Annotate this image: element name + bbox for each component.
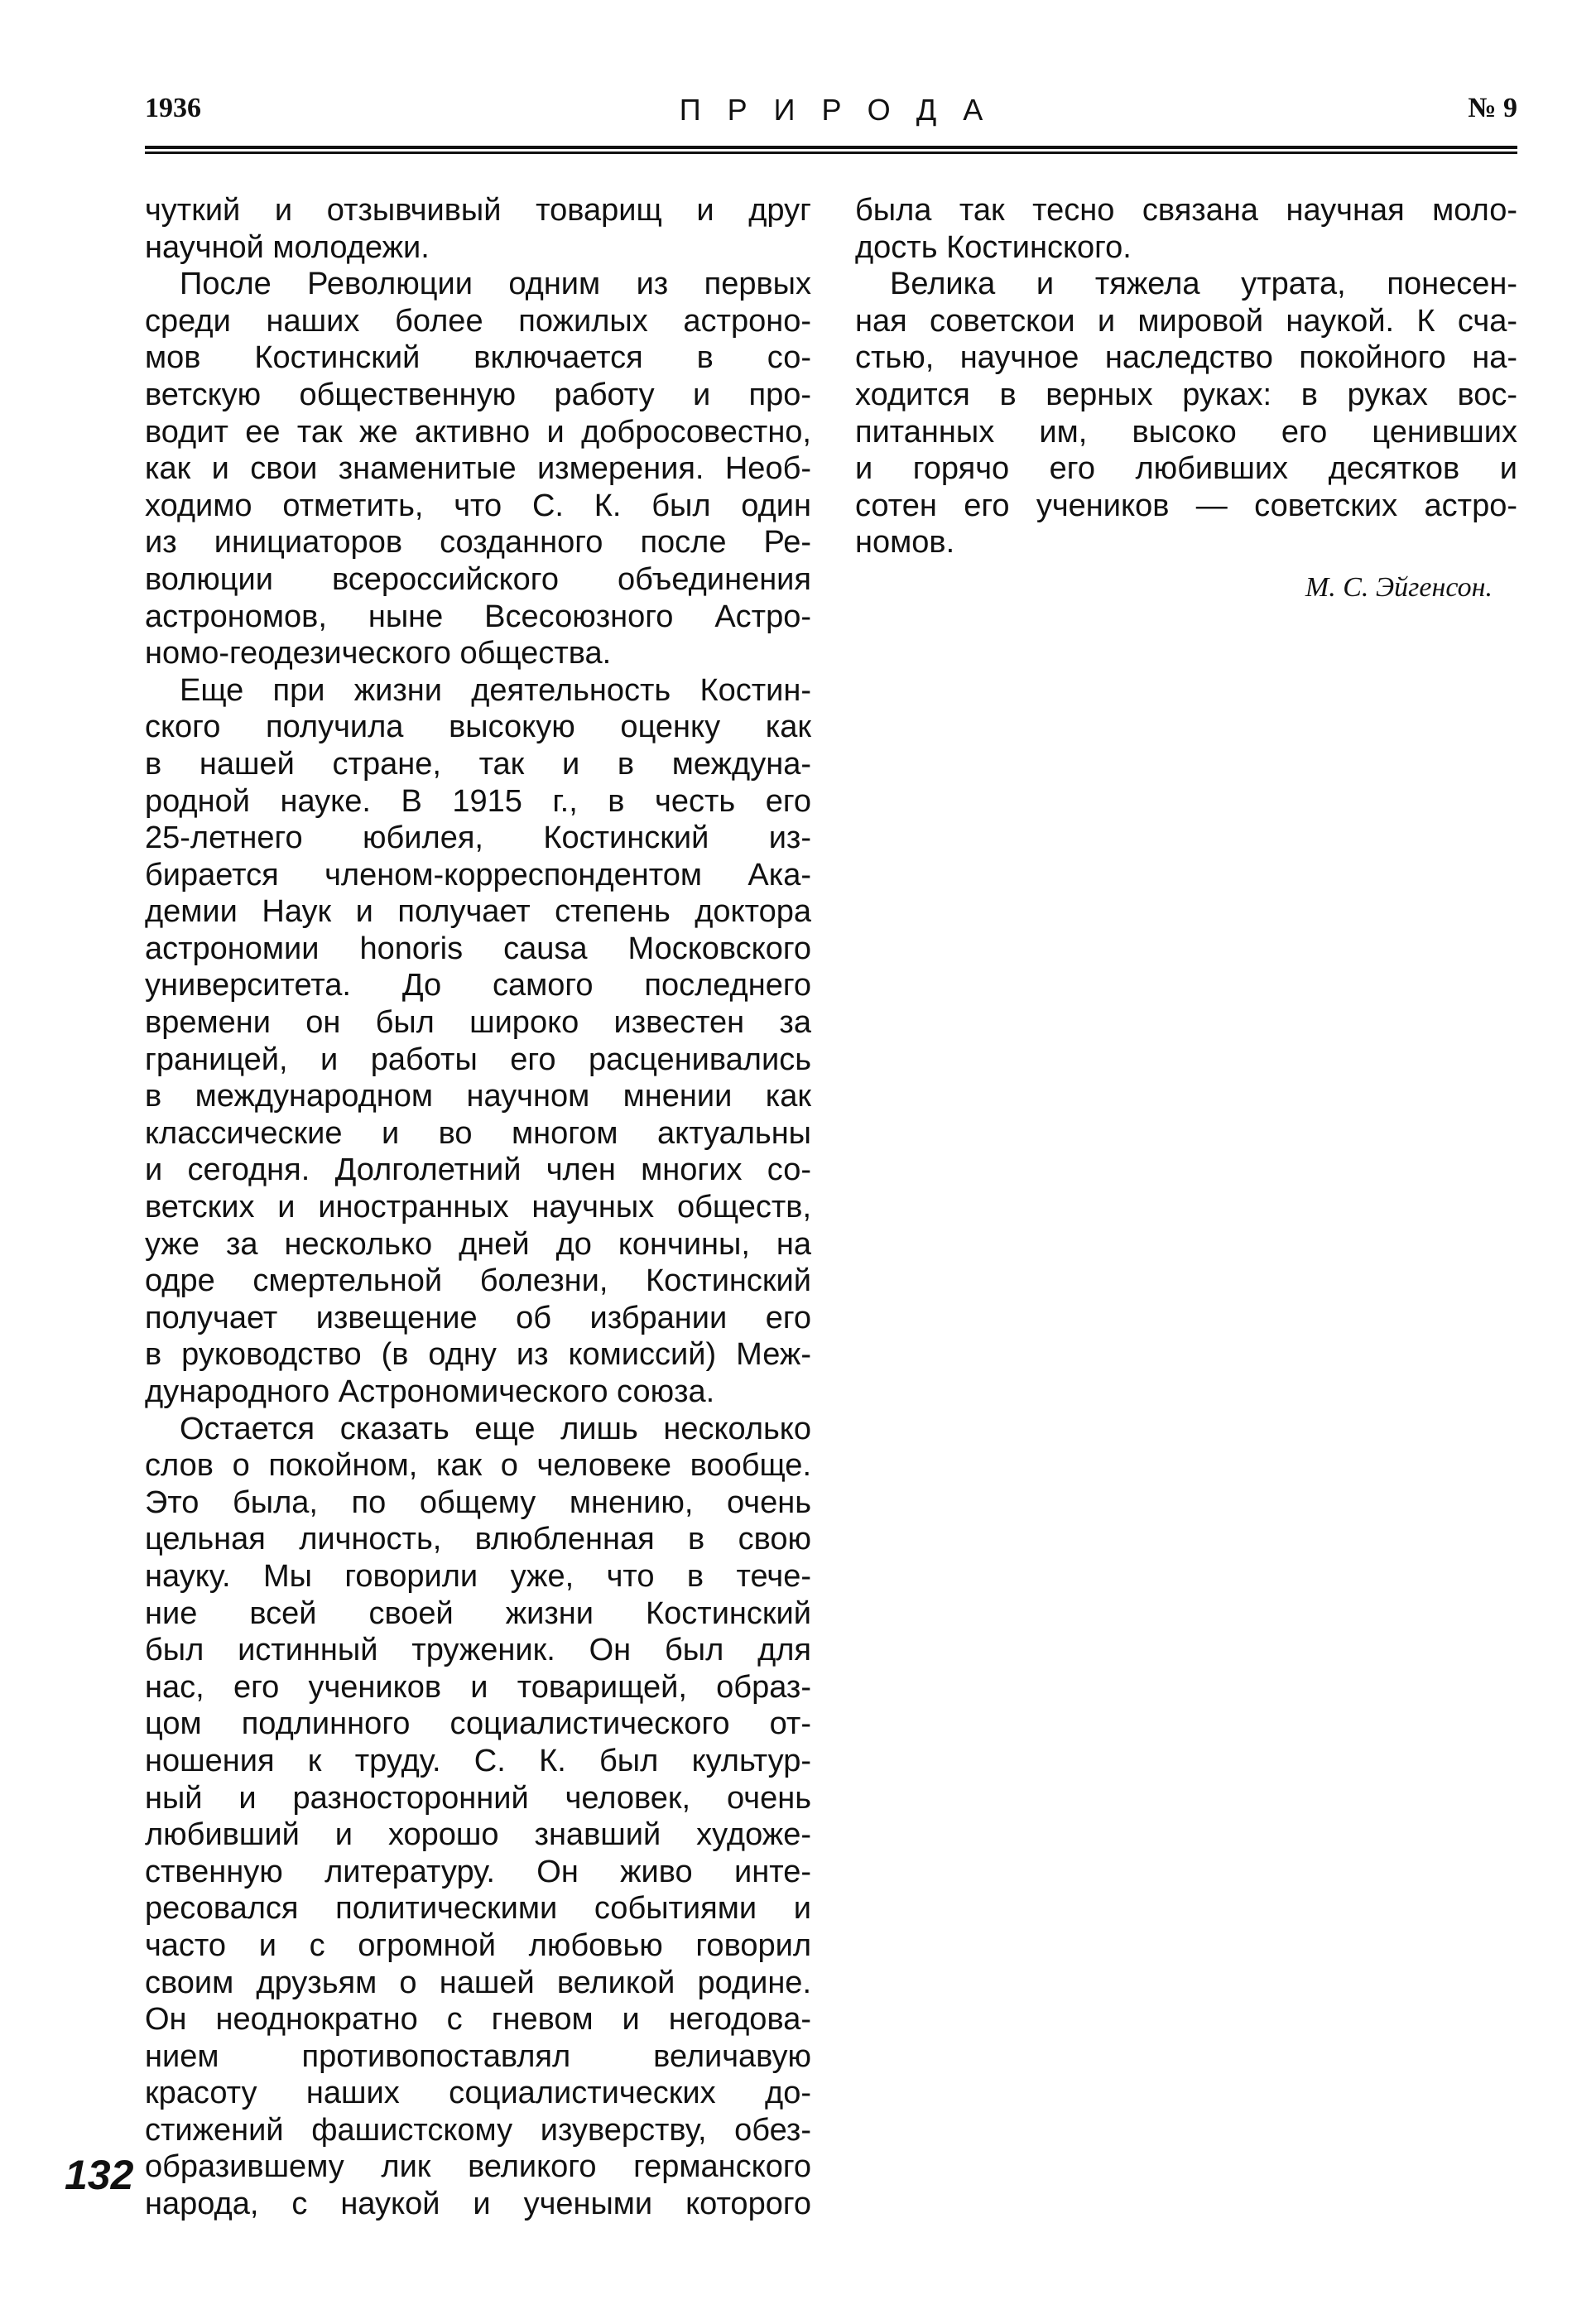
issue-number: № 9 (1468, 93, 1517, 123)
text-line: Велика и тяжела утрата, понесен- (890, 267, 1517, 302)
text-line: Еще при жизни деятельность Костин- (180, 672, 811, 708)
text-line: как и свои знаменитые измерения. Необ- (145, 451, 811, 487)
text-line: ственную литературу. Он живо инте- (145, 1854, 811, 1889)
text-line: нием противопоставлял величавую (145, 2038, 811, 2074)
text-line: стижений фашистскому изуверству, обез- (145, 2112, 811, 2148)
text-line: цом подлинного социалистического от- (145, 1706, 811, 1742)
text-line: номо-геодезического общества. (145, 636, 612, 671)
right-column-text (855, 192, 1517, 561)
text-line: 25-летнего юбилея, Костинский из- (145, 820, 811, 856)
text-line: и горячо его любивших десятков и (855, 451, 1517, 487)
text-line: цельная личность, влюбленная в свою (145, 1522, 811, 1557)
author-signature: М. С. Эйгенсон. (1305, 571, 1493, 603)
text-line: сотен его учеников — советских астро- (855, 488, 1517, 523)
text-line: в руководство (в одну из комиссий) Меж- (145, 1337, 811, 1373)
text-line: классические и во многом актуальны (145, 1115, 811, 1151)
running-head (145, 93, 1517, 134)
text-line: астрономии honoris causa Московского (145, 931, 811, 966)
text-line: уже за несколько дней до кончины, на (145, 1226, 811, 1262)
text-line: была так тесно связана научная моло- (855, 193, 1517, 228)
text-line: Это была, по общему мнению, очень (145, 1484, 811, 1520)
text-line: красоту наших социалистических до- (145, 2076, 811, 2111)
header-rule-thick (145, 146, 1517, 149)
page-number: 132 (65, 2152, 134, 2198)
text-line: слов о покойном, как о человеке вообще. (145, 1448, 811, 1484)
journal-title: ПРИРОДА (679, 93, 1010, 127)
running-head-year: 1936 (145, 93, 201, 123)
text-line: ветскую общественную работу и про- (145, 377, 811, 412)
text-line: волюции всероссийского объединения (145, 561, 811, 597)
text-line: демии Наук и получает степень доктора (145, 894, 811, 930)
text-line: из инициаторов созданного после Ре- (145, 525, 811, 561)
text-line: ный и разносторонний человек, очень (145, 1780, 811, 1816)
text-line: чуткий и отзывчивый товарищ и друг (145, 193, 811, 228)
text-line: своим друзьям о нашей великой родине. (145, 1965, 811, 2000)
text-line: среди наших более пожилых астроно- (145, 303, 811, 339)
text-line: ского получила высокую оценку как (145, 710, 811, 745)
text-line: ходимо отметить, что С. К. был один (145, 488, 811, 523)
text-line: После Революции одним из первых (180, 267, 811, 302)
text-line: одре смертельной болезни, Костинский (145, 1263, 811, 1299)
text-line: Он неоднократно с гневом и негодова- (145, 2002, 811, 2038)
text-line: ходится в верных руках: в руках вос- (855, 377, 1517, 412)
text-line: дость Костинского. (855, 229, 1132, 265)
right-column (855, 192, 1517, 606)
text-line: питанных им, высоко его ценивших (855, 414, 1517, 450)
text-line: ношения к труду. С. К. был культур- (145, 1743, 811, 1778)
text-line: водит ее так же активно и добросовестно, (145, 414, 811, 450)
text-line: ресовался политическими событиями и (145, 1891, 811, 1927)
text-line: науку. Мы говорили уже, что в тече- (145, 1558, 811, 1594)
text-line: любивший и хорошо знавший художе- (145, 1817, 811, 1853)
text-line: народа, с наукой и учеными которого (145, 2187, 811, 2222)
text-line: в нашей стране, так и в междуна- (145, 746, 811, 782)
text-line: дународного Астрономического союза. (145, 1374, 715, 1409)
text-line: мов Костинский включается в со- (145, 340, 811, 376)
text-line: университета. До самого последнего (145, 968, 811, 1003)
header-rule-thin (145, 152, 1517, 154)
text-line: часто и с огромной любовью говорил (145, 1927, 811, 1963)
text-line: родной науке. В 1915 г., в честь его (145, 783, 811, 819)
text-line: границей, и работы его расценивались (145, 1042, 811, 1077)
text-line: ние всей своей жизни Костинский (145, 1595, 811, 1631)
text-line: ная советскои и мировой наукой. К сча- (855, 303, 1517, 339)
text-line: астрономов, ныне Всесоюзного Астро- (145, 599, 811, 634)
text-line: Остается сказать еще лишь несколько (180, 1411, 811, 1446)
text-line: был истинный труженик. Он был для (145, 1633, 811, 1668)
text-line: номов. (855, 525, 955, 561)
text-line: бирается членом-корреспондентом Ака- (145, 857, 811, 893)
text-line: научной молодежи. (145, 229, 430, 265)
text-line: нас, его учеников и товарищей, образ- (145, 1669, 811, 1705)
text-line: и сегодня. Долголетний член многих со- (145, 1152, 811, 1188)
text-line: получает извещение об избрании его (145, 1300, 811, 1335)
left-column (145, 192, 811, 2223)
text-line: времени он был широко известен за (145, 1005, 811, 1041)
text-line: в международном научном мнении как (145, 1079, 811, 1114)
text-line: образившему лик великого германского (145, 2149, 811, 2185)
text-line: стью, научное наследство покойного на- (855, 340, 1517, 376)
text-line: ветских и иностранных научных обществ, (145, 1190, 811, 1225)
